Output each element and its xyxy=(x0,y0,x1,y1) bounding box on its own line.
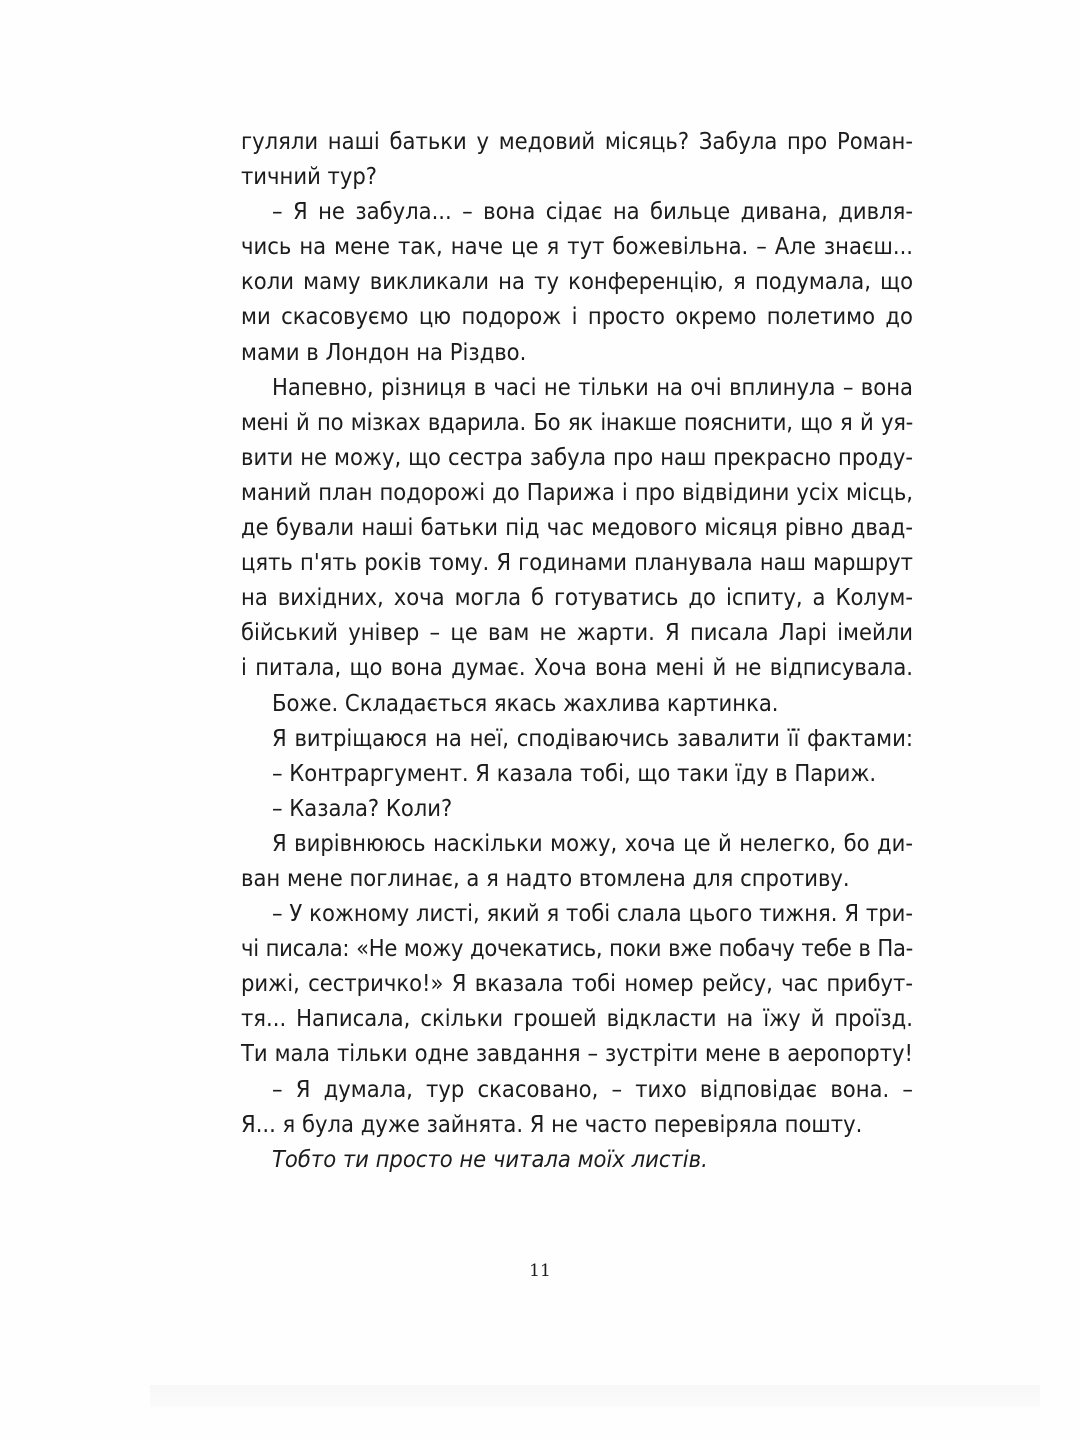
text-line: чі писала: «Не можу дочекатись, поки вже побачу тебе в Па- xyxy=(241,934,913,963)
text-line: маний план подорожі до Парижа і про відвідини усіх місць, xyxy=(241,477,913,506)
page-number: 11 xyxy=(529,1261,551,1281)
text-line: на вихідних, хоча могла б готуватись до іспиту, а Колум- xyxy=(241,583,913,612)
text-line: Напевно, різниця в часі не тільки на очі вплинула – вона xyxy=(272,372,913,401)
text-line: цять п'ять років тому. Я годинами планувала наш маршрут xyxy=(241,548,913,577)
text-line: рижі, сестричко!» Я вказала тобі номер рейсу, час прибут- xyxy=(241,969,913,998)
text-line: мами в Лондон на Різдво. xyxy=(241,337,527,366)
text-line: Я... я була дуже зайнята. Я не часто перевіряла пошту. xyxy=(241,1109,863,1138)
text-line: – Казала? Коли? xyxy=(272,793,453,822)
text-line: мені й по мізках вдарила. Бо як інакше пояснити, що я й уя- xyxy=(241,407,913,436)
body-text xyxy=(241,124,913,1177)
text-line: Я вирівнююсь наскільки можу, хоча це й нелегко, бо ди- xyxy=(272,828,913,857)
text-line: чись на мене так, наче це я тут божевільна. – Але знаєш... xyxy=(241,232,913,261)
text-line: – Я не забула... – вона сідає на бильце дивана, дивля- xyxy=(272,197,913,226)
text-line: де бували наші батьки під час медового місяця рівно двад- xyxy=(241,513,913,542)
text-line: ми скасовуємо цю подорож і просто окремо полетимо до xyxy=(241,302,913,331)
text-line: Боже. Складається якась жахлива картинка. xyxy=(272,688,779,717)
text-line: – У кожному листі, який я тобі слала цього тижня. Я три- xyxy=(272,899,913,928)
text-line: вити не можу, що сестра забула про наш прекрасно проду- xyxy=(241,442,913,471)
page-edge-shadow xyxy=(150,1385,1040,1407)
text-line: коли маму викликали на ту конференцію, я подумала, що xyxy=(241,267,913,296)
text-line: і питала, що вона думає. Хоча вона мені й не відписувала. xyxy=(241,653,913,682)
text-line: тичний тур? xyxy=(241,162,378,191)
text-line: бійський універ – це вам не жарти. Я писала Ларі імейли xyxy=(241,618,913,647)
text-line: Ти мала тільки одне завдання – зустріти мене в аеропорту! xyxy=(241,1039,913,1068)
text-line: Тобто ти просто не читала моїх листів. xyxy=(272,1144,708,1173)
text-line: – Я думала, тур скасовано, – тихо відповідає вона. – xyxy=(272,1074,913,1103)
text-line: Я витріщаюся на неї, сподіваючись завалити її фактами: xyxy=(272,723,913,752)
text-line: ван мене поглинає, а я надто втомлена для спротиву. xyxy=(241,863,850,892)
text-line: гуляли наші батьки у медовий місяць? Забула про Роман- xyxy=(241,127,913,155)
text-line: тя... Написала, скільки грошей відкласти на їжу й проїзд. xyxy=(241,1004,913,1033)
text-line: – Контраргумент. Я казала тобі, що таки їду в Париж. xyxy=(272,758,877,787)
